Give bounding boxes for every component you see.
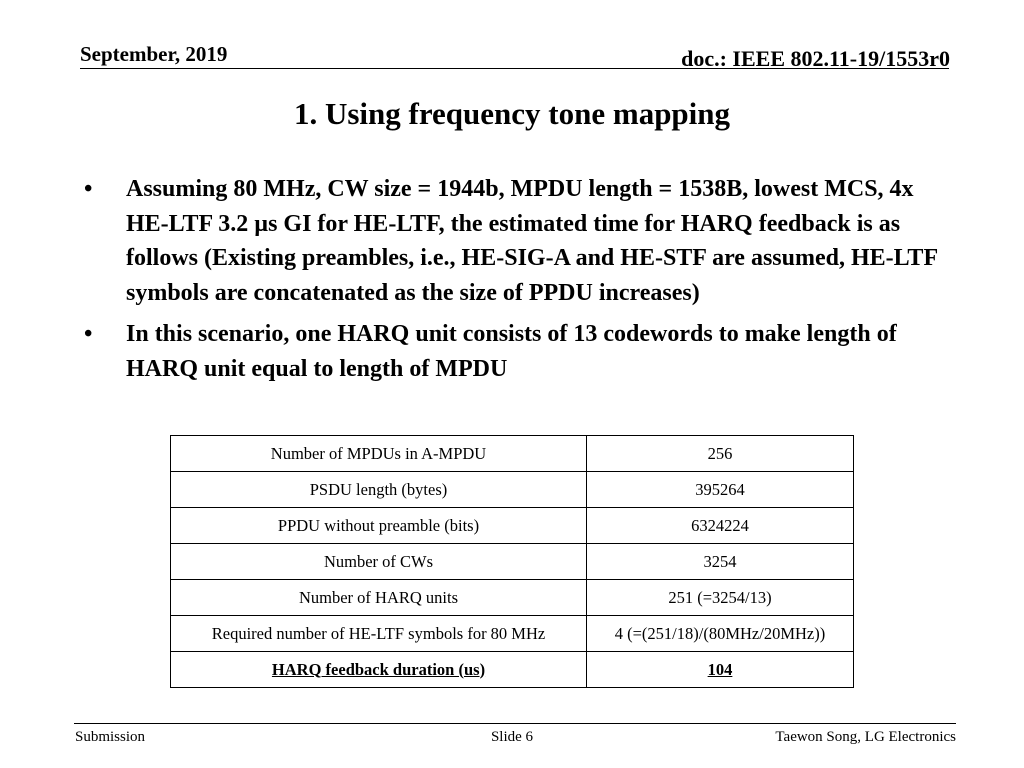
table-cell-label: PPDU without preamble (bits) — [171, 508, 587, 544]
bullet-text: In this scenario, one HARQ unit consists of 13 codewords to make length of HARQ unit equal to length of MPDU — [126, 321, 897, 382]
table-cell-label: PSDU length (bytes) — [171, 472, 587, 508]
table-cell-value: 6324224 — [587, 508, 854, 544]
header-doc-id: doc.: IEEE 802.11-19/1553r0 — [681, 46, 950, 71]
header-divider — [80, 68, 949, 69]
footer-author: Taewon Song, LG Electronics — [775, 729, 956, 745]
table-row — [171, 508, 854, 544]
table-cell-label: Number of MPDUs in A-MPDU — [171, 436, 587, 472]
bullet-item — [84, 317, 944, 386]
footer-submission: Submission — [75, 729, 146, 745]
table-row — [171, 472, 854, 508]
bullet-text: Assuming 80 MHz, CW size = 1944b, MPDU length = 1538B, lowest MCS, 4x HE-LTF 3.2 µs GI for HE-LTF, the estimated time for HARQ feedback is as follows (Existing preambles, i.e., HE-SIG-A and HE-STF are assumed, HE-LTF symbols are concatenated as the size of PPDU increases) — [126, 176, 938, 306]
slide-title: 1. Using frequency tone mapping — [293, 96, 731, 131]
table-cell-value: 395264 — [587, 472, 854, 508]
table-cell-value: 3254 — [587, 544, 854, 580]
table-cell-label: Number of HARQ units — [171, 580, 587, 616]
table-cell-value: 104 — [587, 652, 854, 688]
footer-divider — [74, 723, 956, 724]
table-cell-label: Required number of HE-LTF symbols for 80 MHz — [171, 616, 587, 652]
table-cell-label: Number of CWs — [171, 544, 587, 580]
bullet-icon: • — [84, 176, 93, 202]
table-cell-value: 251 (=3254/13) — [587, 580, 854, 616]
table-row — [171, 544, 854, 580]
table-cell-value: 4 (=(251/18)/(80MHz/20MHz)) — [587, 616, 854, 652]
header-date: September, 2019 — [80, 42, 228, 66]
bullet-item — [84, 172, 944, 310]
table-row-total — [171, 652, 854, 688]
table-row — [171, 580, 854, 616]
table-row — [171, 436, 854, 472]
footer-slide-number: Slide 6 — [490, 729, 534, 745]
bullet-list — [84, 172, 944, 393]
table-cell-label: HARQ feedback duration (us) — [171, 652, 587, 688]
bullet-icon: • — [84, 321, 93, 347]
table-row — [171, 616, 854, 652]
table-cell-value: 256 — [587, 436, 854, 472]
harq-table — [170, 435, 854, 688]
